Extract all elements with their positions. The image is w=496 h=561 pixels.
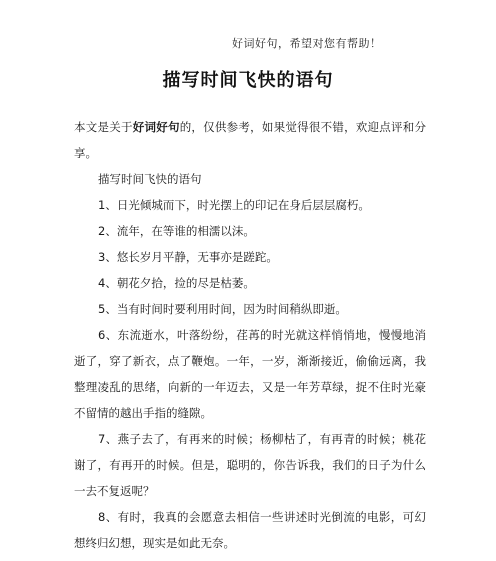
intro-paragraph — [74, 114, 426, 166]
list-item: 7、燕子去了，有再来的时候；杨柳枯了，有再青的时候；桃花谢了，有再开的时候。但是，聪明的，你告诉我，我们的日子为什么一去不复返呢？ — [74, 432, 426, 498]
intro-keyword: 好词好句 — [132, 120, 180, 134]
header-note: 好词好句，希望对您有帮助！ — [232, 37, 382, 50]
intro-text-before: 本文是关于 — [74, 120, 133, 134]
document-title: 描写时间飞快的语句 — [162, 70, 334, 91]
list-item: 8、有时，我真的会愿意去相信一些讲述时光倒流的电影，可幻想终归幻想，现实是如此无奈。 — [74, 510, 426, 550]
list-item: 4、朝花夕拾，捡的尽是枯萎。 — [98, 276, 255, 290]
section-subtitle: 描写时间飞快的语句 — [98, 172, 202, 186]
list-item: 6、东流逝水，叶落纷纷，荏苒的时光就这样悄悄地，慢慢地消逝了，穿了新衣，点了鞭炮。一年，一岁，渐渐接近，偷偷远离，我整理凌乱的思绪，向新的一年迈去，又是一年芳草绿，捉不住时光豪不留情的越出手指的缝隙。 — [74, 328, 426, 420]
article-body — [74, 114, 426, 556]
list-item: 3、悠长岁月平静，无事亦是蹉跎。 — [98, 250, 278, 264]
list-item: 5、当有时间时要利用时间，因为时间稍纵即逝。 — [98, 302, 347, 316]
list-item: 1、日光倾城而下，时光摆上的印记在身后层层腐朽。 — [98, 198, 370, 212]
intro-text-after: 的，仅供参考，如果觉得很不错，欢迎点评和分享。 — [74, 120, 427, 160]
list-item: 2、流年，在等谁的相濡以沫。 — [98, 224, 255, 238]
